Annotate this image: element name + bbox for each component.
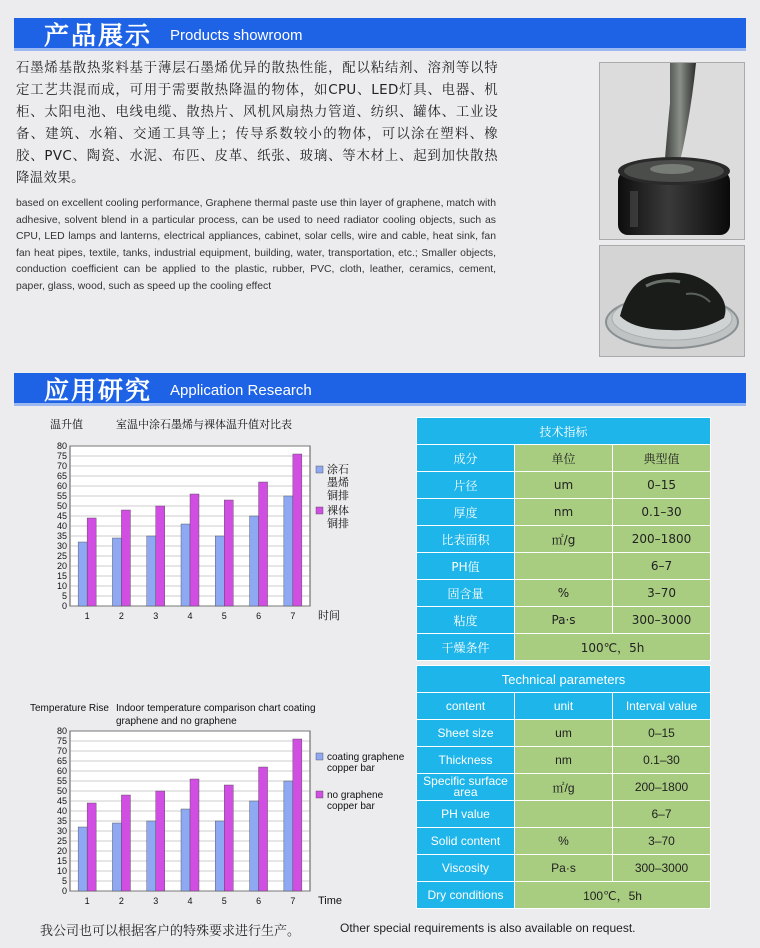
legend-swatch bbox=[316, 791, 323, 798]
y-tick-label: 65 bbox=[56, 471, 67, 481]
table-row bbox=[417, 553, 711, 580]
footer-note-en: Other special requirements is also available on request. bbox=[340, 921, 636, 935]
bar-bare bbox=[87, 803, 96, 891]
bar-bare bbox=[190, 779, 199, 891]
chart2-title: Indoor temperature comparison chart coating graphene and no graphene bbox=[116, 703, 316, 727]
bar-coated bbox=[112, 823, 121, 891]
application-research-header bbox=[14, 373, 746, 406]
y-tick-label: 0 bbox=[61, 886, 67, 896]
bar-coated bbox=[147, 821, 156, 891]
row-value: 6–7 bbox=[613, 801, 711, 828]
bar-bare bbox=[224, 500, 233, 606]
x-tick-label: 7 bbox=[290, 611, 296, 621]
y-tick-label: 35 bbox=[56, 531, 67, 541]
table-title: Technical parameters bbox=[417, 666, 711, 693]
bar-bare bbox=[156, 506, 165, 606]
bar-bare bbox=[121, 795, 130, 891]
y-tick-label: 60 bbox=[56, 766, 67, 776]
bar-coated bbox=[215, 536, 224, 606]
bar-coated bbox=[181, 809, 190, 891]
row-value: 0–15 bbox=[613, 720, 711, 747]
legend-label: no graphene bbox=[327, 790, 384, 801]
table-row bbox=[417, 801, 711, 828]
row-value: 0.1–30 bbox=[613, 499, 711, 526]
y-tick-label: 30 bbox=[56, 826, 67, 836]
y-tick-label: 30 bbox=[56, 541, 67, 551]
y-tick-label: 50 bbox=[56, 786, 67, 796]
legend-swatch bbox=[316, 507, 323, 514]
legend-label: coating graphene bbox=[327, 752, 405, 763]
row-value: 300–3000 bbox=[613, 607, 711, 634]
y-tick-label: 70 bbox=[56, 746, 67, 756]
bar-coated bbox=[215, 821, 224, 891]
row-label: Specific surface area bbox=[417, 774, 515, 801]
table-header: unit bbox=[515, 693, 613, 720]
table-header: content bbox=[417, 693, 515, 720]
table-row bbox=[417, 882, 711, 909]
table-row bbox=[417, 634, 711, 661]
row-value: 300–3000 bbox=[613, 855, 711, 882]
x-tick-label: 5 bbox=[221, 611, 227, 621]
table-row bbox=[417, 855, 711, 882]
bar-bare bbox=[87, 518, 96, 606]
row-unit bbox=[515, 553, 613, 580]
y-tick-label: 45 bbox=[56, 511, 67, 521]
y-tick-label: 35 bbox=[56, 816, 67, 826]
products-showroom-header bbox=[14, 18, 746, 51]
section-title-cn: 应用研究 bbox=[44, 376, 153, 405]
row-value: 200–1800 bbox=[613, 526, 711, 553]
bar-coated bbox=[78, 542, 87, 606]
y-tick-label: 15 bbox=[56, 571, 67, 581]
legend-label: 涂石 bbox=[327, 464, 349, 476]
x-tick-label: 4 bbox=[187, 611, 193, 621]
y-tick-label: 70 bbox=[56, 461, 67, 471]
x-tick-label: 7 bbox=[290, 896, 296, 906]
row-label: PH值 bbox=[417, 553, 515, 580]
x-tick-label: 1 bbox=[84, 611, 90, 621]
legend-label: 墨烯 bbox=[327, 477, 349, 489]
paste-jar-photo bbox=[599, 62, 745, 240]
x-tick-label: 1 bbox=[84, 896, 90, 906]
row-unit: um bbox=[515, 472, 613, 499]
bar-coated bbox=[112, 538, 121, 606]
row-value: 0.1–30 bbox=[613, 747, 711, 774]
bar-bare bbox=[259, 482, 268, 606]
table-row bbox=[417, 828, 711, 855]
y-tick-label: 0 bbox=[61, 601, 67, 611]
row-value: 100℃，5h bbox=[515, 882, 711, 909]
table-row bbox=[417, 472, 711, 499]
y-tick-label: 55 bbox=[56, 491, 67, 501]
y-tick-label: 5 bbox=[61, 876, 67, 886]
row-label: 片径 bbox=[417, 472, 515, 499]
table-header: 典型值 bbox=[613, 445, 711, 472]
bar-bare bbox=[224, 785, 233, 891]
paste-dish-photo bbox=[599, 245, 745, 357]
row-value: 100℃，5h bbox=[515, 634, 711, 661]
y-tick-label: 40 bbox=[56, 521, 67, 531]
bar-bare bbox=[190, 494, 199, 606]
row-unit: % bbox=[515, 828, 613, 855]
bar-coated bbox=[250, 801, 259, 891]
row-unit bbox=[515, 801, 613, 828]
y-tick-label: 5 bbox=[61, 591, 67, 601]
bar-coated bbox=[284, 496, 293, 606]
row-label: 厚度 bbox=[417, 499, 515, 526]
row-label: Sheet size bbox=[417, 720, 515, 747]
row-label: 粘度 bbox=[417, 607, 515, 634]
x-tick-label: 3 bbox=[153, 896, 159, 906]
table-row bbox=[417, 580, 711, 607]
y-tick-label: 80 bbox=[56, 726, 67, 736]
y-tick-label: 50 bbox=[56, 501, 67, 511]
row-unit: Pa·s bbox=[515, 607, 613, 634]
legend-label: copper bar bbox=[327, 763, 375, 774]
legend-swatch bbox=[316, 466, 323, 473]
y-tick-label: 65 bbox=[56, 756, 67, 766]
chart2-ylabel: Temperature Rise bbox=[30, 703, 109, 714]
row-unit: nm bbox=[515, 747, 613, 774]
legend-label: 铜排 bbox=[327, 518, 349, 530]
chart1-title: 室温中涂石墨烯与裸体温升值对比表 bbox=[116, 418, 292, 431]
row-unit: um bbox=[515, 720, 613, 747]
table-title: 技术指标 bbox=[417, 418, 711, 445]
section-title-cn: 产品展示 bbox=[44, 21, 153, 50]
x-tick-label: 6 bbox=[256, 896, 262, 906]
row-label: Viscosity bbox=[417, 855, 515, 882]
y-tick-label: 80 bbox=[56, 441, 67, 451]
intro-paragraph-en: based on excellent cooling performance, Graphene thermal paste use thin layer of graphene, match with adhesive, solvent blend in a particular process, can be used to need radiator cooling objects, such as CPU, LED lamps and lanterns, electrical appliances, cabinet, solar cells, wire and cable, heat sink, fan fan heat pipes, textile, tanks, industrial equipment, building, water, transportation, etc.; Smaller objects, conduction coefficient can be applied to the plastic, rubber, PVC, cloth, leather, ceramics, cement, paper, glass, wood, such as speed up the cooling effect bbox=[16, 198, 496, 292]
table-header: 成分 bbox=[417, 445, 515, 472]
bar-bare bbox=[121, 510, 130, 606]
bar-bare bbox=[156, 791, 165, 891]
x-tick-label: 6 bbox=[256, 611, 262, 621]
y-tick-label: 55 bbox=[56, 776, 67, 786]
spec-table-cn bbox=[416, 417, 711, 661]
row-label: 固含量 bbox=[417, 580, 515, 607]
x-tick-label: 2 bbox=[118, 896, 124, 906]
bar-bare bbox=[293, 739, 302, 891]
x-axis-label: Time bbox=[318, 895, 343, 907]
row-unit: % bbox=[515, 580, 613, 607]
row-label: PH value bbox=[417, 801, 515, 828]
y-tick-label: 20 bbox=[56, 561, 67, 571]
bar-coated bbox=[250, 516, 259, 606]
row-value: 3–70 bbox=[613, 828, 711, 855]
y-tick-label: 75 bbox=[56, 736, 67, 746]
chart-temperature-rise-en bbox=[40, 725, 420, 925]
bar-coated bbox=[181, 524, 190, 606]
y-tick-label: 25 bbox=[56, 836, 67, 846]
y-tick-label: 60 bbox=[56, 481, 67, 491]
table-row bbox=[417, 526, 711, 553]
row-unit: nm bbox=[515, 499, 613, 526]
row-unit: Pa·s bbox=[515, 855, 613, 882]
row-value: 0–15 bbox=[613, 472, 711, 499]
legend-label: 裸体 bbox=[327, 505, 349, 517]
row-label: Solid content bbox=[417, 828, 515, 855]
table-row bbox=[417, 607, 711, 634]
table-header: 单位 bbox=[515, 445, 613, 472]
y-tick-label: 20 bbox=[56, 846, 67, 856]
x-axis-label: 时间 bbox=[318, 610, 340, 622]
y-tick-label: 40 bbox=[56, 806, 67, 816]
row-value: 6–7 bbox=[613, 553, 711, 580]
bar-coated bbox=[78, 827, 87, 891]
x-tick-label: 5 bbox=[221, 896, 227, 906]
row-unit: ㎡/g bbox=[515, 774, 613, 801]
chart-temperature-rise-cn bbox=[40, 440, 400, 640]
row-value: 3–70 bbox=[613, 580, 711, 607]
bar-bare bbox=[293, 454, 302, 606]
row-label: 比表面积 bbox=[417, 526, 515, 553]
legend-label: 铜排 bbox=[327, 490, 349, 502]
legend-swatch bbox=[316, 753, 323, 760]
section-title-en: Products showroom bbox=[170, 27, 303, 44]
y-tick-label: 15 bbox=[56, 856, 67, 866]
table-row bbox=[417, 747, 711, 774]
legend-label: copper bar bbox=[327, 801, 375, 812]
row-label: Thickness bbox=[417, 747, 515, 774]
section-title-en: Application Research bbox=[170, 382, 312, 399]
intro-paragraph-cn: 石墨烯基散热浆料基于薄层石墨烯优异的散热性能，配以粘结剂、溶剂等以特定工艺共混而成，可用于需要散热降温的物体，如CPU、LED灯具、电器、机柜、太阳电池、电线电缆、散热片、风机风扇热力管道、纺织、罐体、工业设备、建筑、水箱、交通工具等上；传导系数较小的物体，可以涂在塑料、橡胶、PVC、陶瓷、水泥、布匹、皮革、纸张、玻璃、等木材上、起到加快散热降温效果。 bbox=[16, 61, 498, 186]
row-label: 干燥条件 bbox=[417, 634, 515, 661]
y-tick-label: 10 bbox=[56, 866, 67, 876]
y-tick-label: 25 bbox=[56, 551, 67, 561]
chart1-ylabel: 温升值 bbox=[50, 418, 83, 431]
x-tick-label: 2 bbox=[118, 611, 124, 621]
spec-table-en bbox=[416, 665, 711, 909]
y-tick-label: 10 bbox=[56, 581, 67, 591]
y-tick-label: 45 bbox=[56, 796, 67, 806]
table-row bbox=[417, 499, 711, 526]
table-row bbox=[417, 720, 711, 747]
bar-coated bbox=[284, 781, 293, 891]
x-tick-label: 3 bbox=[153, 611, 159, 621]
y-tick-label: 75 bbox=[56, 451, 67, 461]
bar-coated bbox=[147, 536, 156, 606]
bar-bare bbox=[259, 767, 268, 891]
footer-note-cn: 我公司也可以根据客户的特殊要求进行生产。 bbox=[40, 924, 301, 939]
row-unit: ㎡/g bbox=[515, 526, 613, 553]
row-value: 200–1800 bbox=[613, 774, 711, 801]
x-tick-label: 4 bbox=[187, 896, 193, 906]
table-row bbox=[417, 774, 711, 801]
table-header: Interval value bbox=[613, 693, 711, 720]
row-label: Dry conditions bbox=[417, 882, 515, 909]
